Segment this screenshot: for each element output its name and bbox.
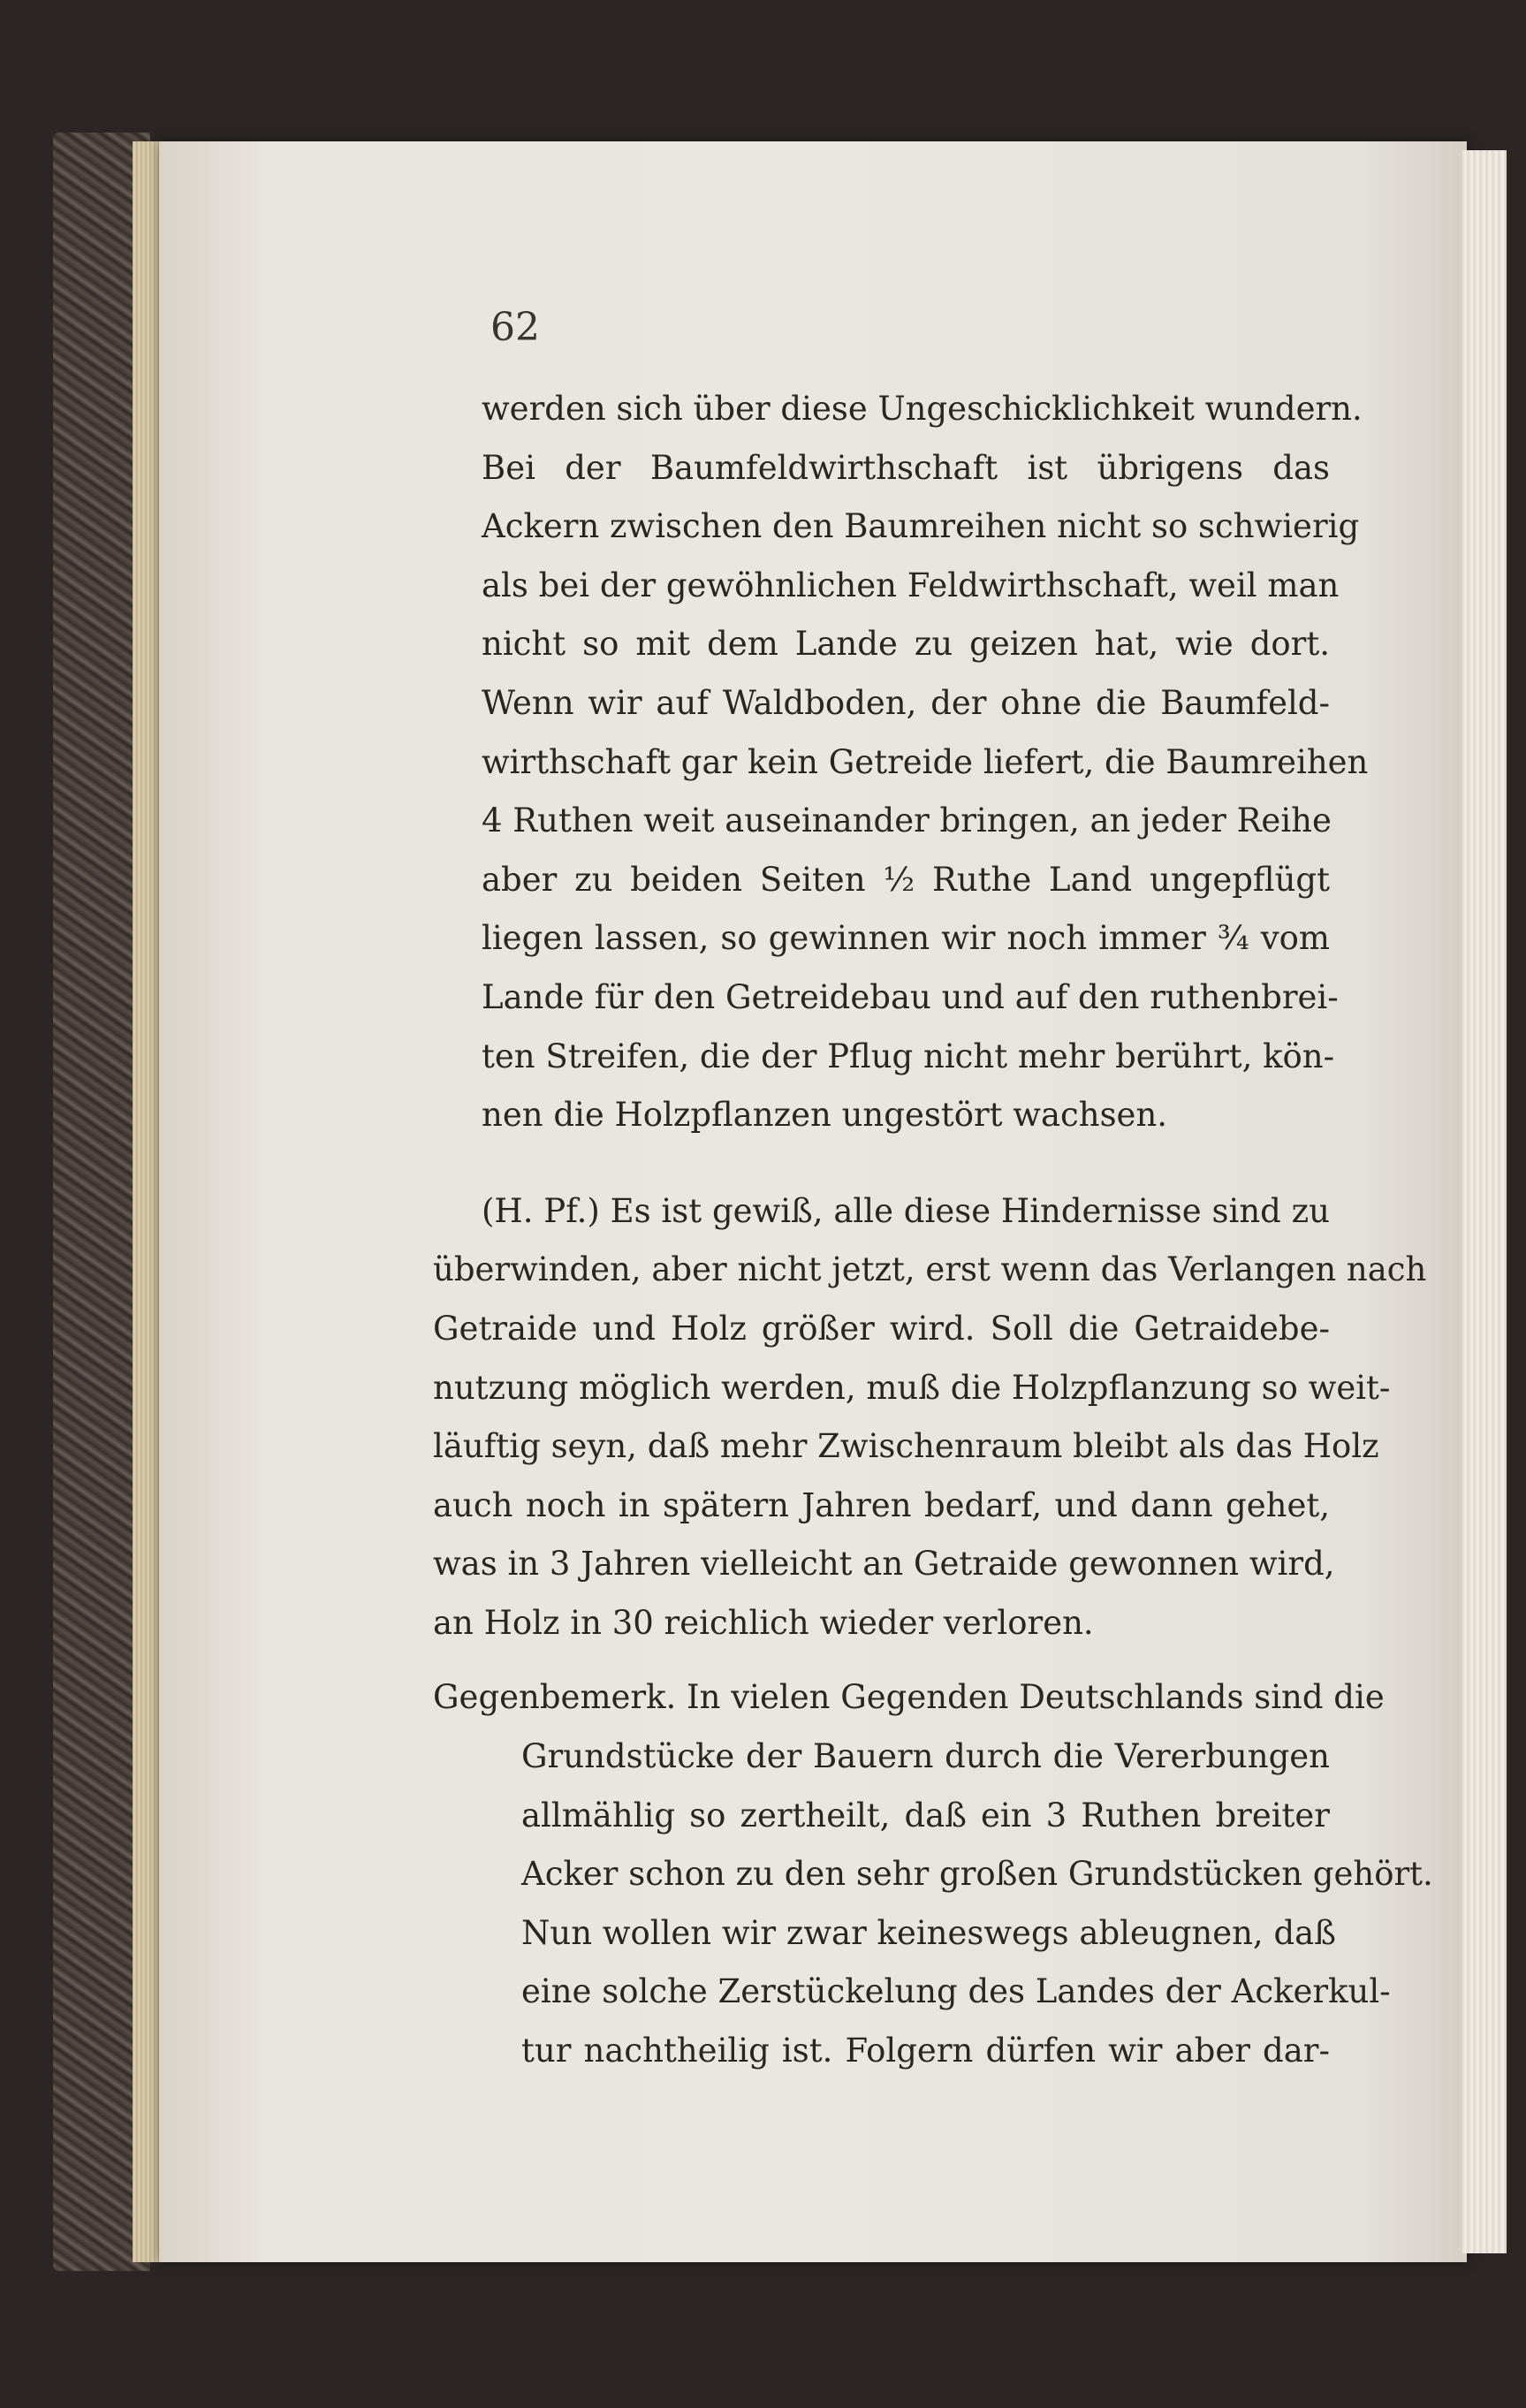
page-number: 62 bbox=[490, 305, 540, 350]
text-line: Lande für den Getreidebau und auf den ruthenbrei- bbox=[482, 977, 1339, 1016]
page-text bbox=[433, 380, 1433, 2081]
text-line: Gegenbemerk. In vielen Gegenden Deutschlands sind die bbox=[433, 1678, 1385, 1717]
paragraph-3 bbox=[433, 1668, 1433, 2080]
text-line: Grundstücke der Bauern durch die Vererbungen bbox=[521, 1737, 1330, 1776]
text-line: wirthschaft gar kein Getreide liefert, die Baumreihen bbox=[482, 742, 1369, 781]
text-line: Getraide und Holz größer wird. Soll die Getraidebe- bbox=[433, 1309, 1330, 1348]
facing-page-edges bbox=[1462, 150, 1507, 2253]
text-line: Bei der Baumfeldwirthschaft ist übrigens das bbox=[482, 448, 1330, 487]
text-line: allmählig so zertheilt, daß ein 3 Ruthen breiter bbox=[521, 1796, 1330, 1834]
text-line: (H. Pf.) Es ist gewiß, alle diese Hindernisse sind zu bbox=[482, 1191, 1330, 1230]
paragraph-2 bbox=[433, 1182, 1427, 1653]
text-line: überwinden, aber nicht jetzt, erst wenn das Verlangen nach bbox=[433, 1250, 1427, 1289]
text-line: Nun wollen wir zwar keineswegs ableugnen, daß bbox=[521, 1913, 1336, 1952]
text-line: Ackern zwischen den Baumreihen nicht so schwierig bbox=[482, 507, 1360, 546]
text-line: aber zu beiden Seiten ½ Ruthe Land ungepflügt bbox=[482, 860, 1330, 899]
text-line: Wenn wir auf Waldboden, der ohne die Baumfeld- bbox=[482, 683, 1330, 722]
text-line: als bei der gewöhnlichen Feldwirthschaft, weil man bbox=[482, 566, 1340, 604]
text-line: Acker schon zu den sehr großen Grundstücken gehört. bbox=[521, 1855, 1433, 1894]
text-line: läuftig seyn, daß mehr Zwischenraum bleibt als das Holz bbox=[433, 1427, 1379, 1466]
paragraph-1 bbox=[482, 380, 1369, 1145]
text-line: werden sich über diese Ungeschicklichkeit wundern. bbox=[482, 390, 1363, 428]
text-line: nicht so mit dem Lande zu geizen hat, wie dort. bbox=[482, 625, 1330, 664]
text-line: an Holz in 30 reichlich wieder verloren. bbox=[433, 1603, 1094, 1642]
text-line: ten Streifen, die der Pflug nicht mehr berührt, kön- bbox=[482, 1037, 1335, 1075]
text-line: 4 Ruthen weit auseinander bringen, an jeder Reihe bbox=[482, 801, 1332, 840]
text-line: tur nachtheilig ist. Folgern dürfen wir aber dar- bbox=[521, 2032, 1330, 2070]
text-line: nutzung möglich werden, muß die Holzpflanzung so weit- bbox=[433, 1368, 1391, 1407]
text-line: was in 3 Jahren vielleicht an Getraide gewonnen wird, bbox=[433, 1545, 1335, 1584]
text-line: auch noch in spätern Jahren bedarf, und dann gehet, bbox=[433, 1485, 1330, 1524]
text-line: liegen lassen, so gewinnen wir noch immer ¾ vom bbox=[482, 919, 1330, 958]
text-line: nen die Holzpflanzen ungestört wachsen. bbox=[482, 1096, 1168, 1135]
text-line: eine solche Zerstückelung des Landes der Ackerkul- bbox=[521, 1972, 1391, 2011]
